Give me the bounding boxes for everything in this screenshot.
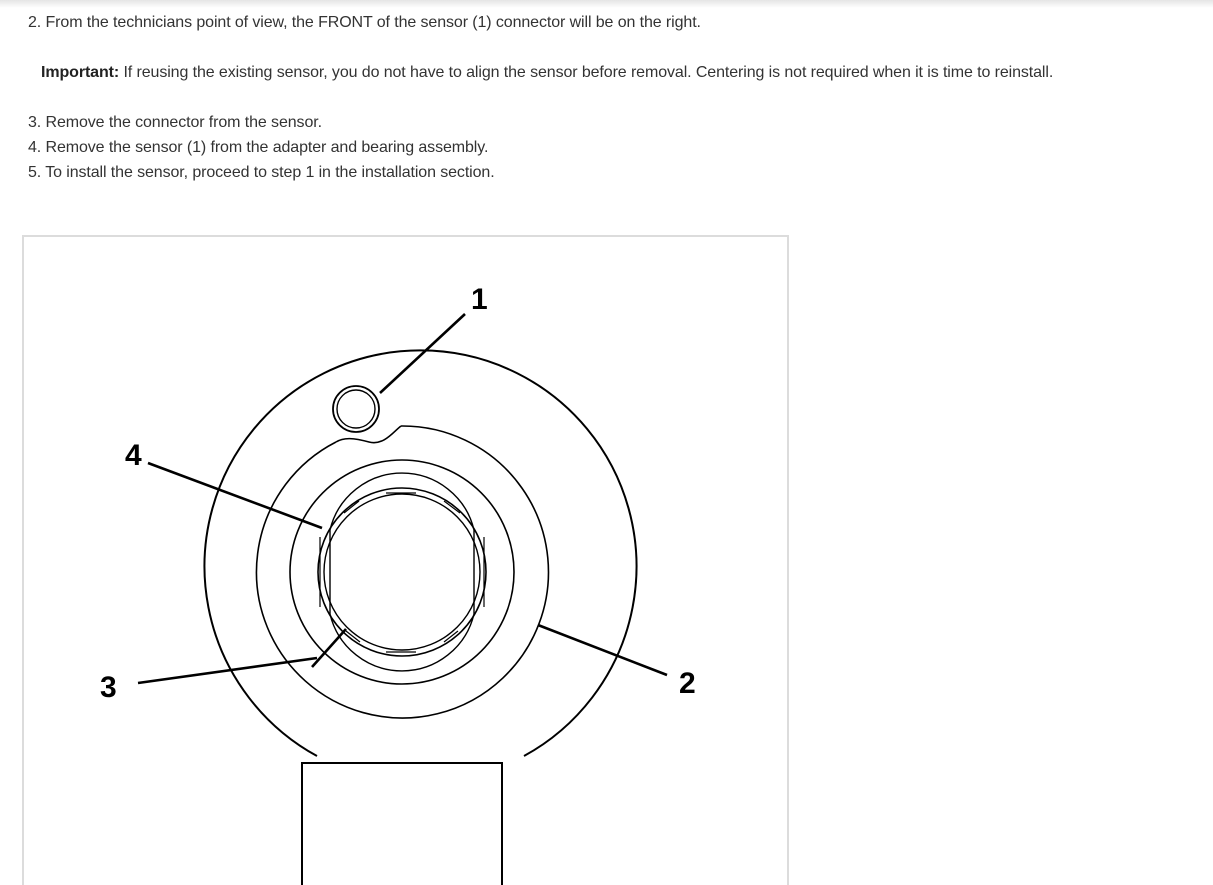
callout-2: 2 — [679, 667, 696, 700]
sensor-stem-outline — [302, 763, 502, 885]
important-text: If reusing the existing sensor, you do not have to align the sensor before removal. Centering is not required when it is time to reinstall. — [119, 64, 1054, 81]
step-3-text: 3. Remove the connector from the sensor. — [28, 114, 322, 131]
leader-line-2 — [538, 625, 667, 675]
sensor-connector-inner — [337, 390, 375, 428]
top-shadow — [0, 0, 1213, 8]
important-note — [41, 63, 1053, 83]
bearing-flange-outline — [256, 426, 548, 718]
sensor-housing-outline — [204, 350, 636, 756]
important-label: Important: — [41, 64, 120, 81]
sensor-connector-circle — [333, 386, 379, 432]
step-5-text: 5. To install the sensor, proceed to step 1 in the installation section. — [28, 164, 495, 181]
callout-3: 3 — [100, 671, 117, 704]
sensor-illustration — [24, 237, 787, 885]
sensor-bore — [330, 473, 474, 671]
callout-1: 1 — [471, 283, 488, 316]
callout-4: 4 — [125, 439, 142, 472]
leader-arrow-3 — [312, 629, 346, 667]
sensor-diagram — [22, 235, 789, 885]
step-4-text: 4. Remove the sensor (1) from the adapter and bearing assembly. — [28, 139, 489, 156]
bearing-inner-ring — [324, 494, 480, 650]
step-2-text: 2. From the technicians point of view, the FRONT of the sensor (1) connector will be on the right. — [28, 14, 701, 31]
